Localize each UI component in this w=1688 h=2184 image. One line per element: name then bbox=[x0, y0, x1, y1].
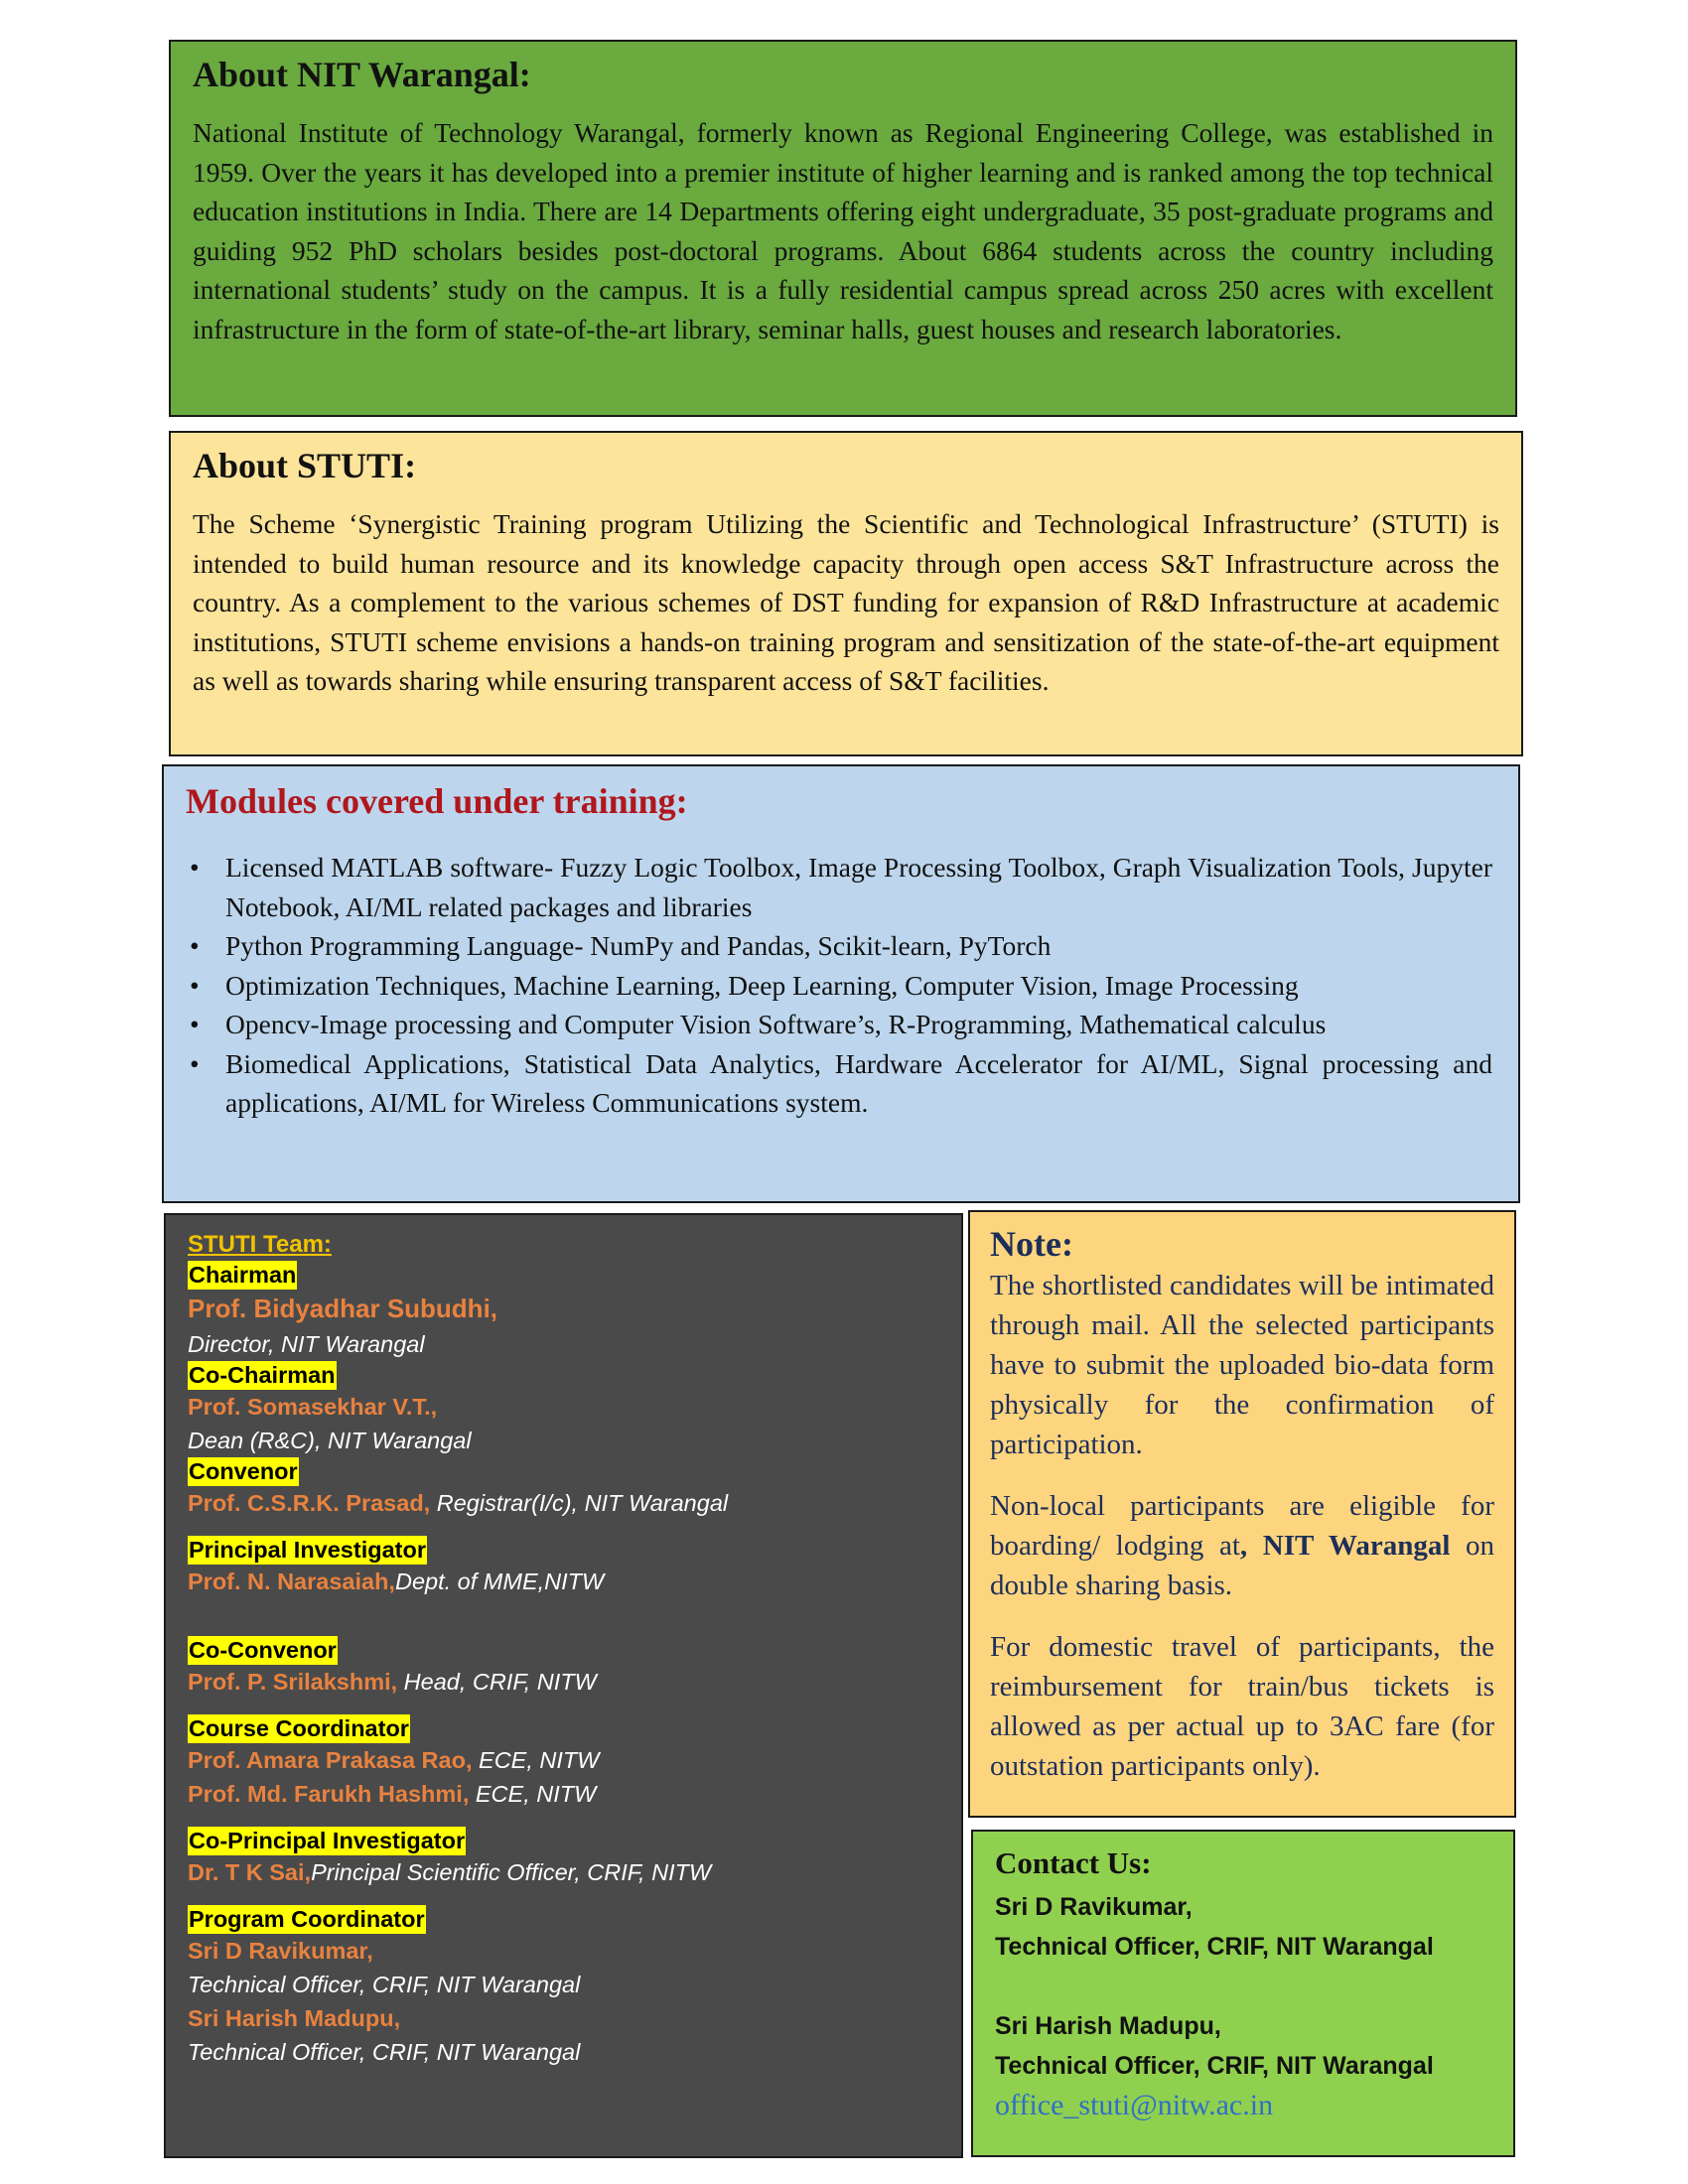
course-coordinator-desc: ECE, NITW bbox=[469, 1781, 597, 1807]
note-heading: Note: bbox=[990, 1224, 1073, 1264]
note-boarding-suffix: on double sharing basis. bbox=[990, 1530, 1495, 1601]
about-nit-body: National Institute of Technology Warangal, formerly known as Regional Engineering College, was established in 1959. Over the years it has developed into a premier institute of higher learning and is ranked among the top technical education institutions in India. There are 14 Departments offering eight undergraduate, 35 post-graduate programs and guiding 952 PhD scholars besides post-doctoral programs. About 6864 students across the country including international students’ study on the campus. It is a fully residential campus spread across 250 acres with excellent infrastructure in the form of state-of-the-art library, seminar halls, guest houses and research laboratories. bbox=[193, 117, 1493, 344]
module-item: • Licensed MATLAB software- Fuzzy Logic Toolbox, Image Processing Toolbox, Graph Visualization Tools, Jupyter Notebook, AI/ML related packages and libraries bbox=[225, 848, 1492, 926]
convenor-desc: Registrar(I/c), NIT Warangal bbox=[430, 1490, 729, 1516]
co-chairman-desc: Dean (R&C), NIT Warangal bbox=[188, 1428, 472, 1453]
note-para-travel: For domestic travel of participants, the reimbursement for train/bus tickets is allowed as per actual up to 3AC fare (for outstation participants only). bbox=[990, 1631, 1494, 1782]
role-convenor: Convenor bbox=[189, 1458, 298, 1484]
modules-section bbox=[162, 764, 1520, 1203]
modules-heading: Modules covered under training: bbox=[186, 781, 688, 821]
module-item: • Optimization Techniques, Machine Learning, Deep Learning, Computer Vision, Image Processing bbox=[225, 966, 1492, 1006]
chairman-name: Prof. Bidyadhar Subudhi, bbox=[188, 1294, 498, 1323]
program-coordinator-name: Sri D Ravikumar, bbox=[188, 1938, 373, 1964]
co-convenor-desc: Head, CRIF, NITW bbox=[397, 1669, 597, 1695]
module-item: • Opencv-Image processing and Computer Vision Software’s, R-Programming, Mathematical calculus bbox=[225, 1005, 1492, 1044]
spacer bbox=[188, 1699, 939, 1714]
contact-email-link[interactable]: office_stuti@nitw.ac.in bbox=[995, 2089, 1274, 2121]
note-para-boarding bbox=[990, 1486, 1494, 1605]
role-course-coordinator: Course Coordinator bbox=[189, 1715, 409, 1741]
module-item: • Python Programming Language- NumPy and Pandas, Scikit-learn, PyTorch bbox=[225, 926, 1492, 966]
co-convenor-name: Prof. P. Srilakshmi, bbox=[188, 1669, 398, 1695]
note-boarding-place: , NIT Warangal bbox=[1239, 1530, 1451, 1562]
modules-list bbox=[186, 848, 1492, 1123]
contact-person2-title: Technical Officer, CRIF, NIT Warangal bbox=[995, 2052, 1434, 2080]
about-nit-section bbox=[169, 40, 1517, 417]
program-coordinator-name: Sri Harish Madupu, bbox=[188, 2005, 401, 2031]
module-item: • Biomedical Applications, Statistical Data Analytics, Hardware Accelerator for AI/ML, Signal processing and applications, AI/ML for Wireless Communications system. bbox=[225, 1044, 1492, 1123]
course-coordinator-desc: ECE, NITW bbox=[472, 1747, 600, 1773]
role-principal-investigator: Principal Investigator bbox=[189, 1537, 426, 1563]
about-nit-heading: About NIT Warangal: bbox=[193, 55, 531, 94]
team-heading: STUTI Team: bbox=[188, 1231, 332, 1258]
convenor-name: Prof. C.S.R.K. Prasad, bbox=[188, 1490, 431, 1516]
note-boarding-text: Non-local participants are eligible for boarding/ lodging at bbox=[990, 1490, 1494, 1562]
co-pi-name: Dr. T K Sai, bbox=[188, 1859, 312, 1885]
spacer bbox=[188, 1811, 939, 1827]
contact-person1-title: Technical Officer, CRIF, NIT Warangal bbox=[995, 1933, 1434, 1961]
role-co-convenor: Co-Convenor bbox=[189, 1637, 337, 1663]
contact-person2-name: Sri Harish Madupu, bbox=[995, 2012, 1221, 2040]
team-section bbox=[164, 1213, 963, 2158]
co-chairman-name: Prof. Somasekhar V.T., bbox=[188, 1394, 438, 1420]
convenor-line bbox=[188, 1486, 939, 1520]
co-pi-desc: Principal Scientific Officer, CRIF, NITW bbox=[311, 1859, 712, 1885]
contact-person1-name: Sri D Ravikumar, bbox=[995, 1893, 1193, 1921]
spacer bbox=[188, 1889, 939, 1905]
pi-desc: Dept. of MME,NITW bbox=[394, 1569, 605, 1594]
chairman-desc: Director, NIT Warangal bbox=[188, 1331, 425, 1357]
about-stuti-section bbox=[169, 431, 1523, 756]
about-stuti-body: The Scheme ‘Synergistic Training program Utilizing the Scientific and Technological Infrastructure’ (STUTI) is intended to build human resource and its knowledge capacity through open access S&T Infrastructure across the country. As a complement to the various schemes of DST funding for expansion of R&D Infrastructure at academic institutions, STUTI scheme envisions a hands-on training program and sensitization of the state-of-the-art equipment as well as towards sharing while ensuring transparent access of S&T facilities. bbox=[193, 508, 1499, 696]
contact-heading: Contact Us: bbox=[995, 1845, 1152, 1880]
contact-section bbox=[971, 1830, 1515, 2157]
co-convenor-line bbox=[188, 1665, 939, 1699]
spacer bbox=[188, 1520, 939, 1536]
role-co-principal-investigator: Co-Principal Investigator bbox=[189, 1828, 466, 1853]
program-coordinator-desc: Technical Officer, CRIF, NIT Warangal bbox=[188, 2039, 581, 2065]
course-coordinator-name: Prof. Amara Prakasa Rao, bbox=[188, 1747, 473, 1773]
pi-name: Prof. N. Narasaiah, bbox=[188, 1569, 395, 1594]
co-pi-line bbox=[188, 1855, 939, 1889]
spacer bbox=[188, 1598, 939, 1636]
spacer bbox=[995, 1967, 1491, 2006]
course-coordinator-line bbox=[188, 1777, 939, 1811]
course-coordinator-line bbox=[188, 1743, 939, 1777]
program-coordinator-desc: Technical Officer, CRIF, NIT Warangal bbox=[188, 1972, 581, 1997]
pi-line bbox=[188, 1565, 939, 1598]
role-chairman: Chairman bbox=[189, 1262, 297, 1288]
role-co-chairman: Co-Chairman bbox=[189, 1362, 336, 1388]
note-section bbox=[968, 1210, 1516, 1818]
role-program-coordinator: Program Coordinator bbox=[189, 1906, 425, 1932]
about-stuti-heading: About STUTI: bbox=[193, 446, 417, 485]
note-para-shortlist: The shortlisted candidates will be intimated through mail. All the selected participants have to submit the uploaded bio-data form physically for the confirmation of participation. bbox=[990, 1270, 1494, 1460]
course-coordinator-name: Prof. Md. Farukh Hashmi, bbox=[188, 1781, 470, 1807]
